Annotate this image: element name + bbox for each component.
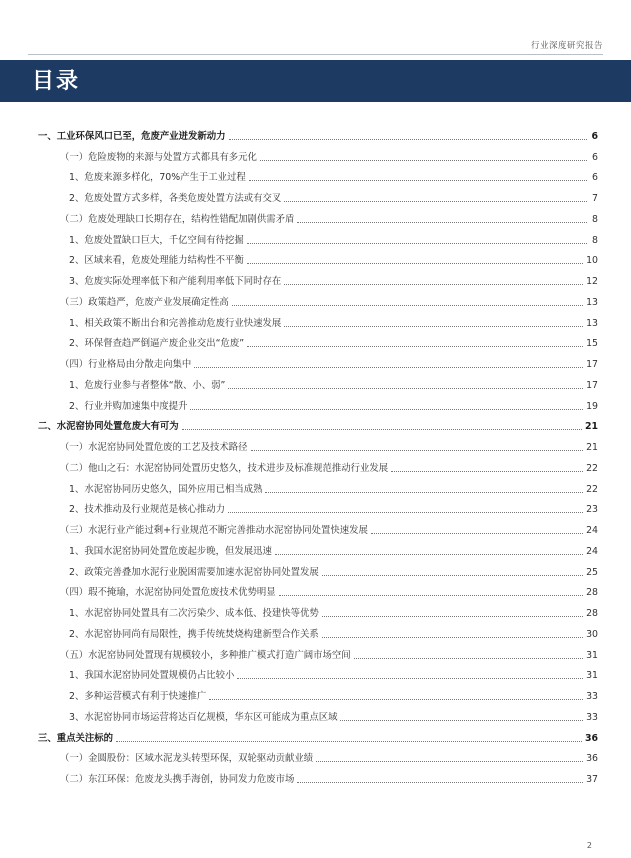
toc-leader-dots (209, 699, 583, 700)
toc-entry[interactable] (38, 496, 598, 517)
toc-entry[interactable] (38, 288, 598, 309)
toc-entry-title: 2、水泥窑协同尚有局限性，携手传统焚烧构建新型合作关系 (69, 628, 319, 640)
toc-entry[interactable] (38, 413, 598, 434)
toc-entry-title: （二）危废处理缺口长期存在，结构性错配加剧供需矛盾 (60, 213, 295, 225)
toc-leader-dots (265, 492, 583, 493)
toc-entry-page: 31 (586, 649, 598, 661)
toc-entry-title: （二）东江环保：危废龙头携手海创，协同发力危废市场 (60, 774, 295, 785)
toc-entry-title: （四）瑕不掩瑜，水泥窑协同处置危废技术优势明显 (60, 587, 276, 599)
toc-entry[interactable] (38, 537, 598, 558)
toc-entry-page: 23 (586, 504, 598, 516)
toc-entry-title: 3、水泥窑协同市场运营将达百亿规模，华东区可能成为重点区域 (69, 711, 338, 723)
toc-entry-page: 12 (586, 276, 598, 287)
toc-entry-title: （二）他山之石：水泥窑协同处置历史悠久，技术进步及标准规范推动行业发展 (60, 462, 389, 474)
toc-entry-page: 21 (584, 421, 598, 433)
toc-entry-page: 6 (592, 172, 598, 184)
toc-leader-dots (371, 533, 583, 534)
toc-entry-page: 33 (586, 711, 598, 723)
toc-entry-title: 二、水泥窑协同处置危废大有可为 (38, 421, 179, 433)
table-of-contents (38, 122, 598, 786)
toc-entry-page: 33 (586, 691, 598, 702)
toc-leader-dots (228, 388, 583, 389)
toc-entry[interactable] (38, 765, 598, 786)
toc-entry[interactable] (38, 516, 598, 537)
toc-leader-dots (249, 180, 587, 181)
toc-leader-dots (297, 222, 587, 223)
toc-entry[interactable] (38, 724, 598, 745)
toc-entry[interactable] (38, 122, 598, 143)
toc-entry-page: 19 (586, 400, 598, 412)
toc-entry-page: 7 (592, 193, 598, 204)
toc-entry-page: 36 (584, 732, 598, 744)
toc-entry-title: 2、政策完善叠加水泥行业脱困需要加速水泥窑协同处置发展 (69, 566, 319, 578)
toc-entry-title: 2、技术推动及行业规范是核心推动力 (69, 504, 225, 516)
toc-entry-page: 36 (586, 753, 598, 765)
toc-entry-page: 30 (586, 628, 598, 640)
toc-entry-title: 2、多种运营模式有利于快速推广 (69, 691, 207, 702)
toc-entry-title: （一）水泥窑协同处置危废的工艺及技术路径 (60, 442, 248, 453)
toc-leader-dots (190, 409, 583, 410)
toc-entry[interactable] (38, 745, 598, 766)
toc-entry-title: 2、危废处置方式多样，各类危废处置方法或有交叉 (69, 193, 282, 204)
toc-entry-title: 1、我国水泥窑协同处置危废起步晚，但发展迅速 (69, 545, 272, 557)
toc-entry-title: 1、相关政策不断出台和完善推动危废行业快速发展 (69, 317, 282, 329)
toc-entry-page: 22 (586, 483, 598, 495)
toc-entry[interactable] (38, 371, 598, 392)
toc-leader-dots (322, 637, 583, 638)
toc-leader-dots (229, 139, 587, 140)
toc-entry-page: 10 (586, 255, 598, 267)
toc-entry-title: （三）水泥行业产能过剩+行业规范不断完善推动水泥窑协同处置快速发展 (60, 525, 368, 536)
section-banner (0, 60, 631, 102)
toc-entry-page: 17 (586, 379, 598, 391)
page-title: 目录 (32, 69, 81, 94)
toc-entry-title: 2、环保督查趋严倒逼产废企业交出“危废” (69, 338, 245, 350)
toc-entry-page: 21 (586, 442, 598, 453)
toc-entry[interactable] (38, 641, 598, 662)
toc-entry-page: 28 (586, 587, 598, 599)
toc-leader-dots (316, 761, 583, 762)
toc-entry-title: 1、我国水泥窑协同处置规模仍占比较小 (69, 670, 235, 682)
header-divider (28, 54, 603, 55)
toc-entry-page: 24 (586, 545, 598, 557)
toc-leader-dots (275, 554, 583, 555)
toc-entry-page: 22 (586, 462, 598, 474)
toc-entry[interactable] (38, 599, 598, 620)
toc-entry-title: 三、重点关注标的 (38, 732, 114, 744)
toc-entry[interactable] (38, 247, 598, 268)
toc-leader-dots (284, 201, 587, 202)
toc-leader-dots (247, 263, 583, 264)
toc-entry[interactable] (38, 309, 598, 330)
toc-entry-title: 2、行业并购加速集中度提升 (69, 400, 188, 412)
toc-leader-dots (284, 284, 583, 285)
toc-entry[interactable] (38, 475, 598, 496)
toc-entry[interactable] (38, 558, 598, 579)
toc-entry[interactable] (38, 703, 598, 724)
toc-leader-dots (260, 160, 587, 161)
report-type-label: 行业深度研究报告 (530, 41, 603, 51)
toc-entry-page: 13 (586, 296, 598, 308)
toc-entry[interactable] (38, 350, 598, 371)
toc-entry-page: 31 (586, 670, 598, 682)
toc-entry[interactable] (38, 579, 598, 600)
toc-leader-dots (279, 595, 583, 596)
toc-entry[interactable] (38, 433, 598, 454)
toc-entry-title: 1、水泥窑协同处置具有二次污染少、成本低、投建快等优势 (69, 608, 319, 619)
toc-leader-dots (251, 450, 584, 451)
toc-entry-title: 1、水泥窑协同历史悠久，国外应用已相当成熟 (69, 483, 263, 495)
toc-entry-page: 13 (586, 317, 598, 329)
toc-leader-dots (354, 658, 583, 659)
toc-leader-dots (182, 429, 582, 430)
page-number: 2 (586, 841, 592, 850)
toc-entry-title: 1、危废行业参与者整体“散、小、弱” (69, 379, 226, 391)
toc-entry[interactable] (38, 330, 598, 351)
toc-entry-title: 1、危废来源多样化，70%产生于工业过程 (69, 172, 246, 184)
toc-entry-title: 1、危废处置缺口巨大，千亿空间有待挖掘 (69, 234, 244, 246)
toc-leader-dots (116, 741, 582, 742)
toc-leader-dots (247, 346, 583, 347)
toc-entry-title: （五）水泥窑协同处置现有规模较小，多种推广模式打造广阔市场空间 (60, 649, 351, 661)
toc-entry-page: 24 (586, 525, 598, 536)
toc-entry[interactable] (38, 143, 598, 164)
toc-entry-page: 8 (592, 234, 598, 246)
toc-entry[interactable] (38, 205, 598, 226)
toc-entry[interactable] (38, 620, 598, 641)
toc-leader-dots (322, 616, 583, 617)
toc-entry-page: 15 (586, 338, 598, 350)
toc-entry-page: 28 (586, 608, 598, 619)
toc-leader-dots (228, 512, 583, 513)
toc-entry-page: 17 (586, 359, 598, 370)
toc-leader-dots (232, 305, 583, 306)
toc-entry-title: 一、工业环保风口已至，危废产业迸发新动力 (38, 130, 226, 142)
toc-leader-dots (237, 678, 583, 679)
toc-entry-title: （一）金圆股份：区域水泥龙头转型环保，双轮驱动贡献业绩 (60, 753, 314, 765)
toc-entry[interactable] (38, 267, 598, 288)
toc-entry-title: 2、区域来看，危废处理能力结构性不平衡 (69, 255, 244, 267)
toc-entry-title: 3、危废实际处理率低下和产能利用率低下同时存在 (69, 276, 282, 287)
toc-entry-title: （一）危险废物的来源与处置方式都具有多元化 (60, 151, 257, 163)
toc-entry[interactable] (38, 392, 598, 413)
toc-leader-dots (297, 782, 583, 783)
toc-leader-dots (194, 367, 583, 368)
toc-leader-dots (284, 326, 583, 327)
toc-entry[interactable] (38, 184, 598, 205)
toc-entry[interactable] (38, 454, 598, 475)
toc-entry-page: 6 (592, 151, 598, 163)
toc-leader-dots (340, 720, 583, 721)
toc-entry[interactable] (38, 226, 598, 247)
toc-entry-page: 6 (591, 130, 598, 142)
toc-leader-dots (391, 471, 583, 472)
toc-entry-title: （四）行业格局由分散走向集中 (60, 359, 192, 370)
toc-entry-page: 8 (592, 213, 598, 225)
toc-entry-title: （三）政策趋严，危废产业发展确定性高 (60, 296, 229, 308)
toc-entry[interactable] (38, 682, 598, 703)
toc-entry-page: 25 (586, 566, 598, 578)
toc-entry-page: 37 (586, 774, 598, 785)
toc-entry[interactable] (38, 662, 598, 683)
toc-leader-dots (247, 243, 587, 244)
toc-entry[interactable] (38, 164, 598, 185)
toc-leader-dots (322, 575, 583, 576)
